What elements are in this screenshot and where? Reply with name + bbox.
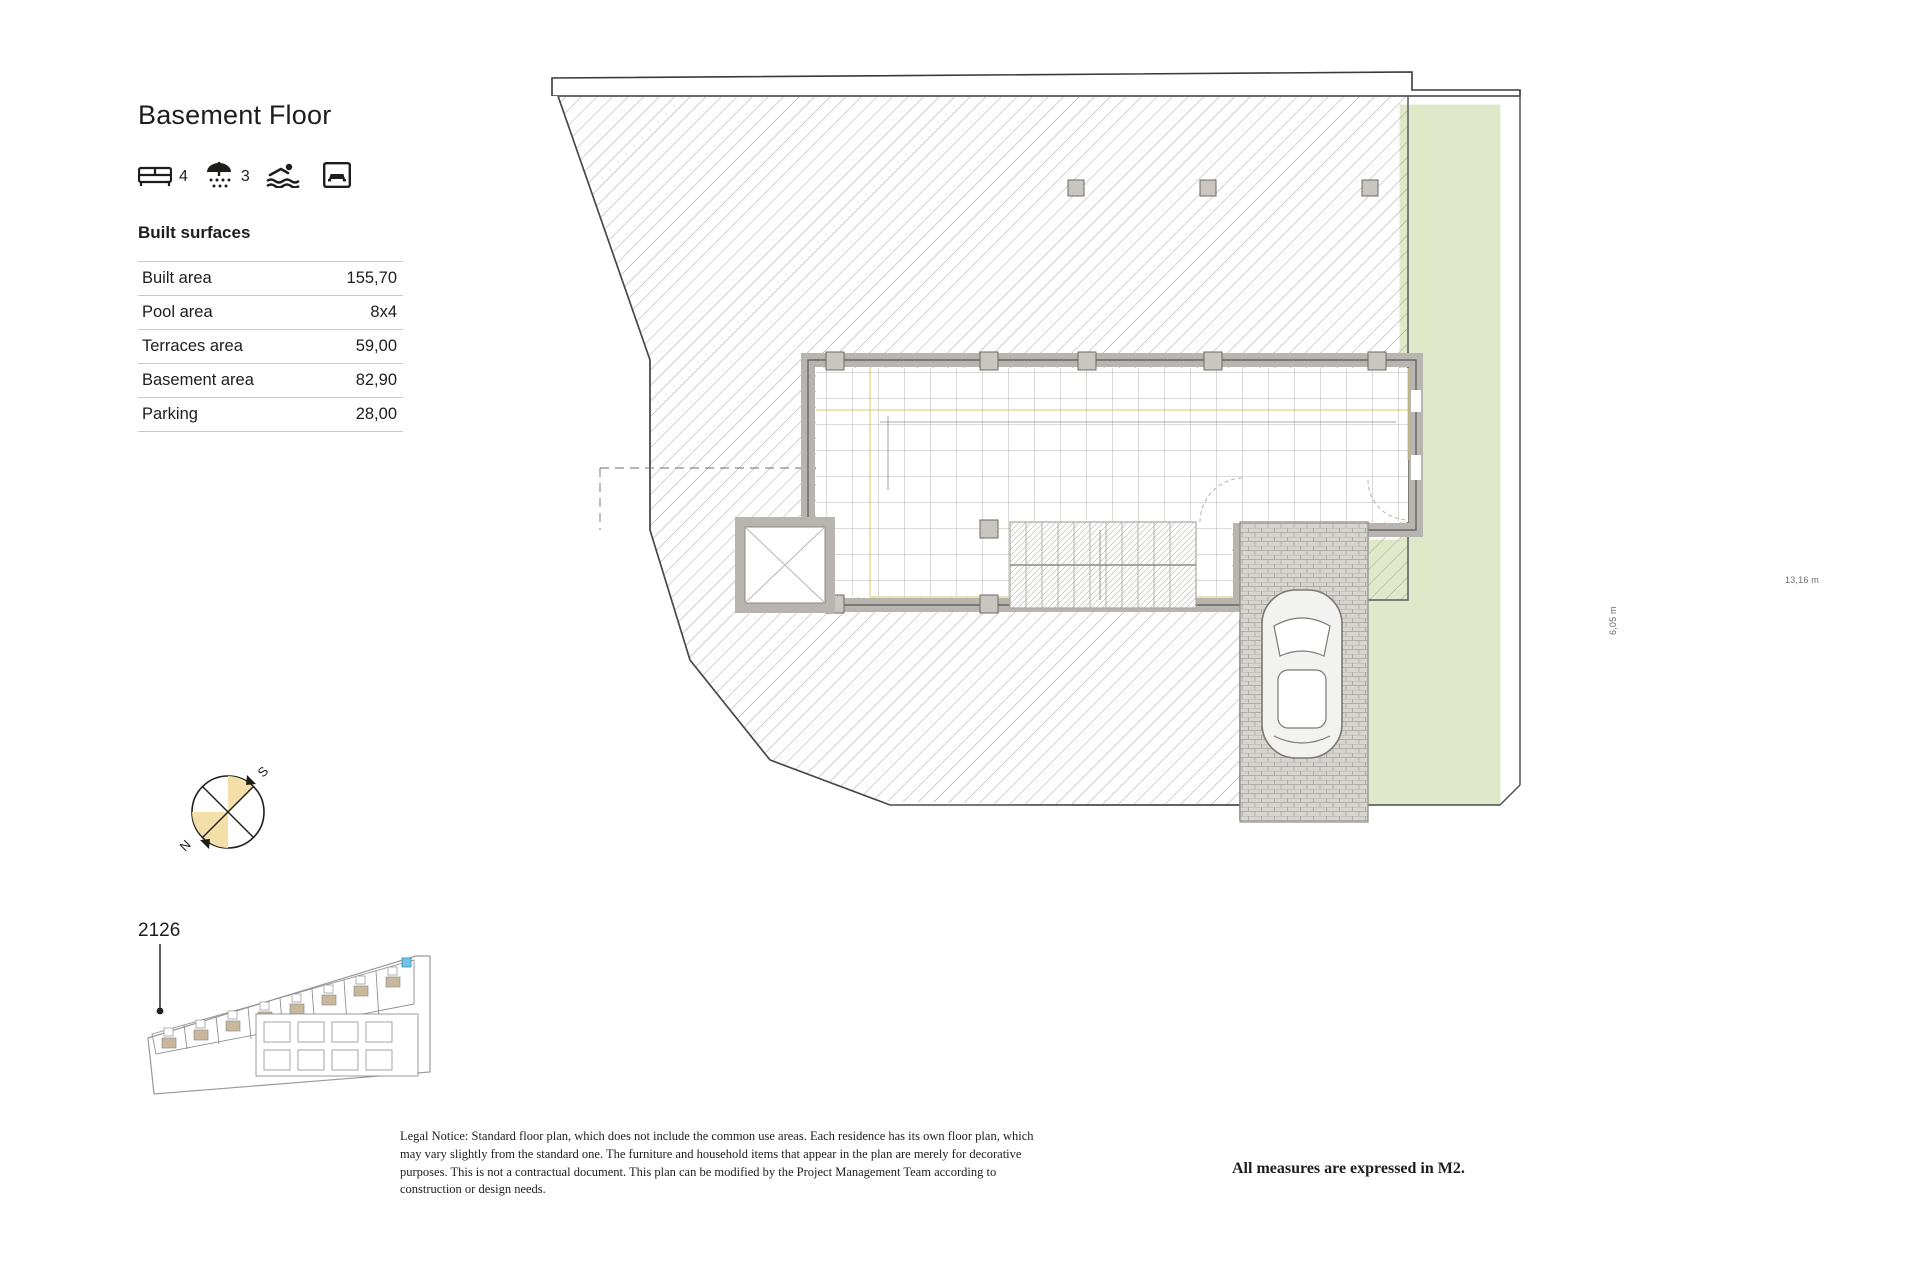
lift-shaft [740,522,830,608]
floor-plan-drawing [540,60,1860,1080]
surface-value: 155,70 [346,269,397,287]
bed-icon [138,163,172,192]
compass-label-s: S [254,763,272,781]
plot-number: 2126 [138,920,181,941]
dimension-vertical-label: 6,05 m [1608,606,1618,635]
table-row [138,398,403,432]
surface-label: Pool area [142,303,213,321]
table-row [138,296,403,330]
plot-top-edge [552,72,1520,96]
bedrooms-count: 4 [179,168,188,185]
garage-icon [323,162,351,193]
feature-bedrooms [138,163,188,192]
plot-pointer-dot [157,1008,164,1015]
car-symbol [1262,590,1342,758]
feature-bathrooms [204,161,250,194]
page-title: Basement Floor [138,100,332,130]
built-surfaces-heading: Built surfaces [138,223,251,242]
highlighted-plot-marker [402,958,411,967]
surface-label: Basement area [142,371,254,389]
surface-label: Built area [142,269,212,287]
surface-value: 82,90 [355,371,397,389]
table-row [138,262,403,296]
surface-label: Parking [142,405,198,423]
measures-note: All measures are expressed in M2. [1232,1160,1465,1177]
feature-icon-strip [138,157,438,197]
table-row [138,364,403,398]
feature-pool [266,162,307,193]
compass-rose [168,752,288,872]
site-key-plan [138,920,438,1110]
legal-notice: Legal Notice: Standard floor plan, which does not include the common use areas. Each residence has its own floor plan, which may vary slightly from the standard one. The furniture and household items that appear in the plan are merely for decorative purposes. This is not a contractual document. This plan can be modified by the Project Management Team according to construction or design needs. [400,1129,1034,1197]
surface-value: 59,00 [355,337,397,355]
surface-label: Terraces area [142,337,243,355]
surface-value: 28,00 [355,405,397,423]
built-surfaces-table [138,261,403,432]
surface-value: 8x4 [370,303,397,321]
compass-label-n: N [176,836,194,855]
table-row [138,330,403,364]
info-panel [138,100,438,432]
bathrooms-count: 3 [240,168,250,185]
staircase [1010,522,1196,608]
pool-icon [266,162,300,193]
dimension-horizontal-label: 13,16 m [1785,575,1819,585]
feature-parking [323,162,358,193]
shower-icon [204,161,234,194]
